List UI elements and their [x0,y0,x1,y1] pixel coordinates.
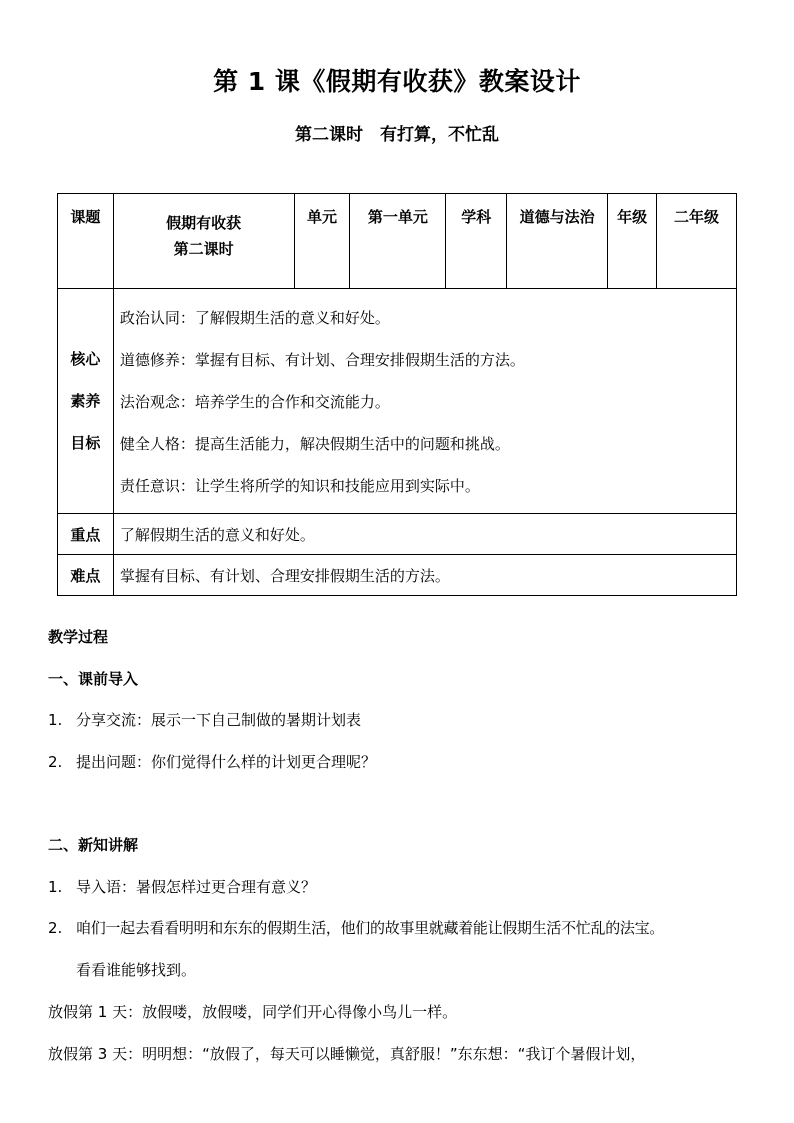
paragraph: 放假第 1 天：放假喽，放假喽，同学们开心得像小鸟儿一样。 [48,1003,458,1021]
core-label-line: 素养 [70,392,101,410]
core-goal-item: 道德修养：掌握有目标、有计划、合理安排假期生活的方法。 [119,351,525,369]
key-point-label: 重点 [58,514,114,555]
core-goals-list [113,289,736,514]
list-item-continuation: 看看谁能够找到。 [76,961,197,979]
document-title: 第 1 课《假期有收获》教案设计 [213,67,581,96]
table-header-row [58,194,737,289]
key-point-value: 了解假期生活的意义和好处。 [113,514,736,555]
section2-heading: 二、新知讲解 [48,836,139,854]
unit-value: 第一单元 [350,194,446,289]
grade-label: 年级 [608,194,657,289]
list-item [48,709,361,730]
core-goals-row [58,289,737,514]
list-number: 1. [48,711,63,729]
core-goals-label [58,289,114,514]
key-point-row [58,514,737,555]
list-number: 2. [48,919,63,937]
core-goal-item: 政治认同：了解假期生活的意义和好处。 [119,309,390,327]
subject-label: 学科 [446,194,507,289]
list-text: 咱们一起去看看明明和东东的假期生活，他们的故事里就藏着能让假期生活不忙乱的法宝。 [76,919,665,937]
list-text: 导入语：暑假怎样过更合理有意义？ [76,878,317,896]
subject-value: 道德与法治 [507,194,608,289]
document-subtitle: 第二课时 有打算，不忙乱 [295,125,499,145]
topic-value-line2: 第二课时 [173,240,234,258]
list-number: 1. [48,878,63,896]
list-text: 提出问题：你们觉得什么样的计划更合理呢？ [76,753,377,771]
lesson-info-table [57,193,737,596]
core-goal-item: 健全人格：提高生活能力，解决假期生活中的问题和挑战。 [119,435,510,453]
topic-value [113,194,294,289]
list-item [48,751,376,772]
list-text: 分享交流：展示一下自己制做的暑期计划表 [76,711,362,729]
unit-label: 单元 [294,194,350,289]
difficult-point-value: 掌握有目标、有计划、合理安排假期生活的方法。 [113,555,736,596]
paragraph: 放假第 3 天：明明想：“放假了，每天可以睡懒觉，真舒服！”东东想：“我订个暑假计划， [48,1045,646,1063]
section1-heading: 一、课前导入 [48,670,139,688]
core-label-line: 目标 [70,434,101,452]
list-item [48,917,664,938]
difficult-point-row [58,555,737,596]
core-goal-item: 法治观念：培养学生的合作和交流能力。 [119,393,390,411]
core-label-line: 核心 [70,350,101,368]
topic-value-line1: 假期有收获 [166,214,242,232]
list-item [48,876,316,897]
grade-value: 二年级 [657,194,737,289]
difficult-point-label: 难点 [58,555,114,596]
list-number: 2. [48,753,63,771]
teaching-process-heading: 教学过程 [48,628,109,646]
core-goal-item: 责任意识：让学生将所学的知识和技能应用到实际中。 [119,477,480,495]
topic-label: 课题 [58,194,114,289]
